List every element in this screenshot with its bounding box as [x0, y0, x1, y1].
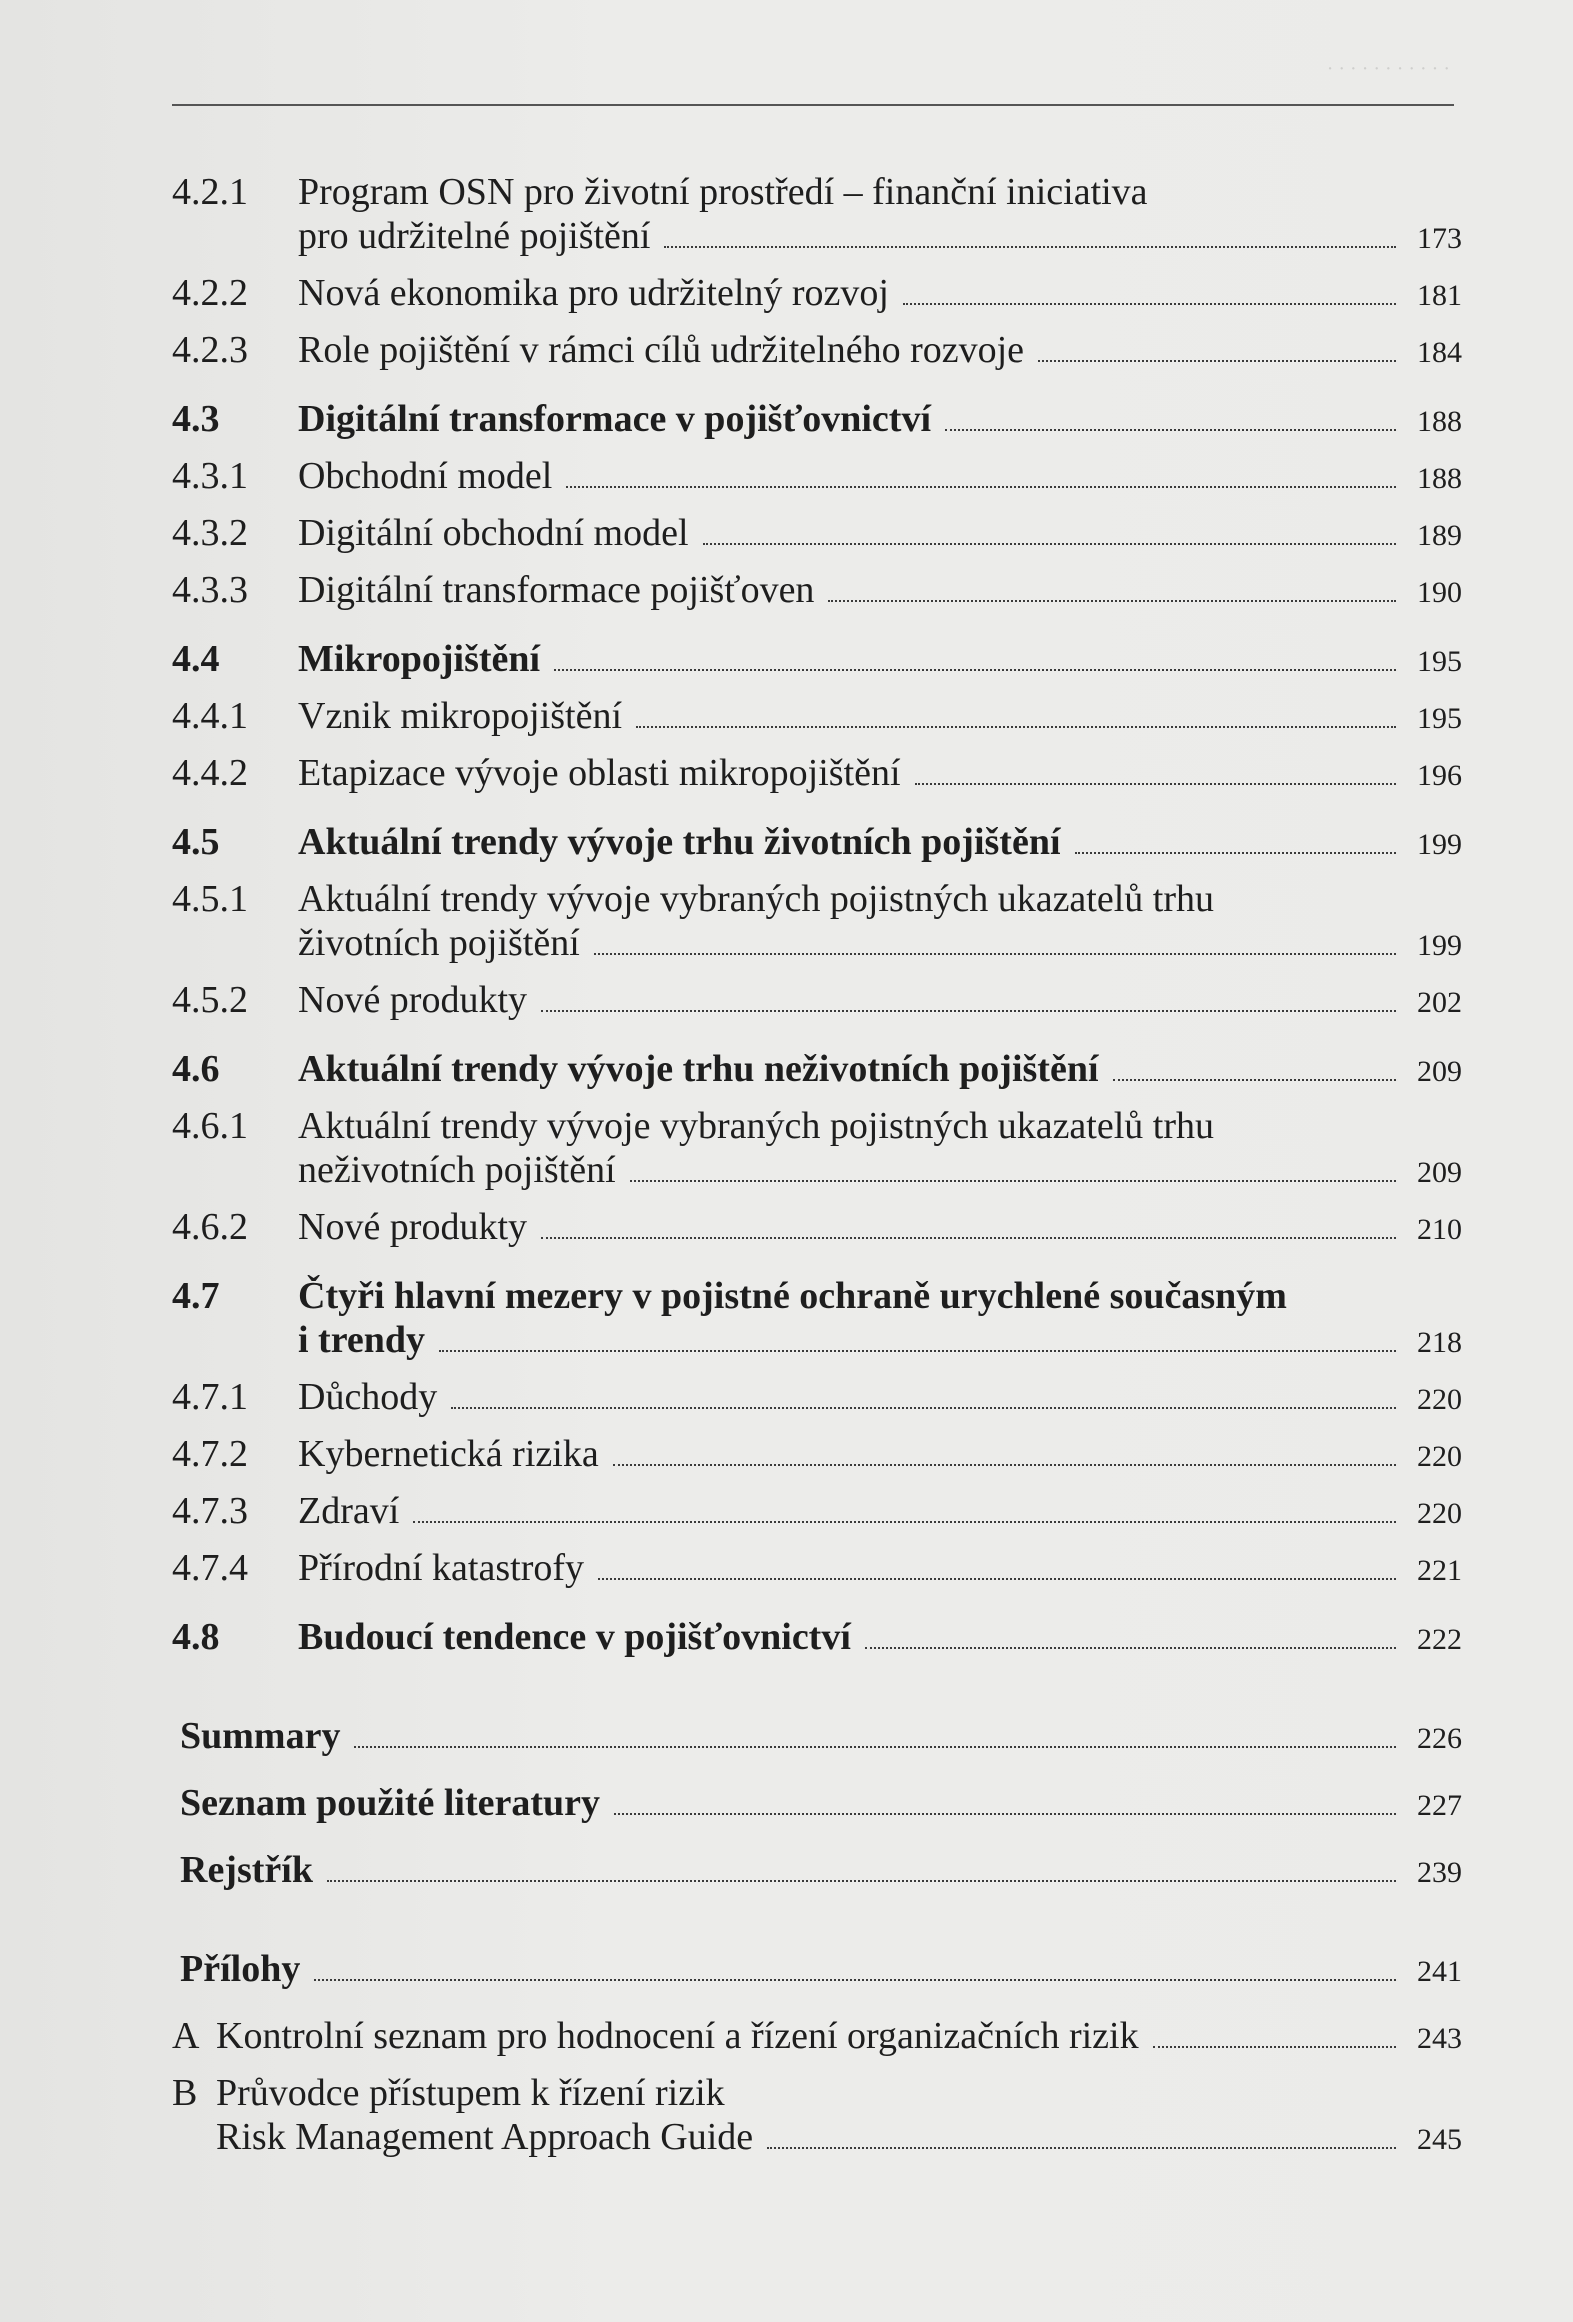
toc-entry-body	[180, 1947, 1462, 1994]
toc-entry-title-row	[298, 637, 1462, 684]
toc-entry[interactable]	[172, 454, 1462, 501]
toc-entry-number: 4.3.2	[172, 512, 248, 554]
toc-entry[interactable]	[172, 2014, 1462, 2061]
toc-entry-body	[298, 820, 1462, 867]
toc-entry-body	[298, 1047, 1462, 1094]
toc-entry-title-line: Aktuální trendy vývoje vybraných pojistných ukazatelů trhu	[298, 1105, 1214, 1147]
toc-entry-title-row	[298, 1375, 1462, 1422]
toc-entry[interactable]	[172, 1104, 1462, 1195]
toc-entry[interactable]	[172, 568, 1462, 615]
toc-entry-body	[298, 271, 1462, 318]
toc-page-number: 210	[1417, 1213, 1462, 1246]
toc-entry-title-row	[298, 1205, 1462, 1252]
dot-leader	[903, 302, 1396, 305]
toc-entry-title: Aktuální trendy vývoje trhu neživotních pojištění	[298, 1048, 1099, 1090]
toc-entry[interactable]	[172, 271, 1462, 318]
toc-page-number: 184	[1417, 336, 1462, 369]
dot-leader	[554, 668, 1396, 671]
toc-entry-number: 4.8	[172, 1616, 220, 1658]
toc-entry-title: Kontrolní seznam pro hodnocení a řízení organizačních rizik	[216, 2015, 1139, 2057]
toc-entry-title: Nové produkty	[298, 1206, 528, 1248]
toc-entry-title: Digitální transformace pojišťoven	[298, 569, 815, 611]
dot-leader	[614, 1812, 1396, 1815]
toc-page-number: 209	[1417, 1156, 1462, 1189]
toc-entry[interactable]	[172, 328, 1462, 375]
toc-page-number: 195	[1417, 702, 1462, 735]
toc-entry-number: 4.7	[172, 1275, 220, 1317]
toc-entry-number: 4.7.3	[172, 1490, 248, 1532]
running-header: · · · · · · · · · · ·	[1326, 58, 1450, 80]
toc-page-number: 220	[1417, 1440, 1462, 1473]
dot-leader	[451, 1406, 1396, 1409]
toc-entry-title: Zdraví	[298, 1490, 400, 1532]
toc-page-number: 220	[1417, 1383, 1462, 1416]
toc-entry[interactable]	[172, 694, 1462, 741]
toc-page-number: 188	[1417, 462, 1462, 495]
toc-entry[interactable]	[172, 1274, 1462, 1365]
toc-entry-title-row	[298, 568, 1462, 615]
toc-page-number: 239	[1417, 1856, 1462, 1889]
toc-entry-title-row	[298, 1489, 1462, 1536]
toc-entry-title-row	[180, 1714, 1462, 1761]
toc-entry-title: Obchodní model	[298, 455, 553, 497]
toc-entry-title-row	[298, 694, 1462, 741]
toc-entry-number: 4.5	[172, 821, 220, 863]
toc-page-number: 195	[1417, 645, 1462, 678]
toc-entry-title-row	[298, 1148, 1462, 1195]
toc-entry-body	[216, 2014, 1462, 2061]
toc-entry[interactable]	[172, 1205, 1462, 1252]
toc-entry-title: Rejstřík	[180, 1849, 313, 1891]
toc-entry-title: i trendy	[298, 1319, 426, 1361]
dot-leader	[413, 1520, 1396, 1523]
toc-entry-title-row	[180, 1781, 1462, 1828]
dot-leader	[354, 1745, 1396, 1748]
dot-leader	[566, 485, 1396, 488]
toc-entry-number: 4.2.2	[172, 272, 248, 314]
toc-entry-title: Summary	[180, 1715, 341, 1757]
toc-entry-number: 4.2.3	[172, 329, 248, 371]
toc-page-number: 173	[1417, 222, 1462, 255]
toc-entry-title-row	[180, 1947, 1462, 1994]
toc-entry-body	[298, 1205, 1462, 1252]
toc-entry-body	[180, 1781, 1462, 1828]
toc-entry-title: Risk Management Approach Guide	[216, 2116, 754, 2158]
dot-leader	[1153, 2045, 1396, 2048]
toc-entry-title: Nové produkty	[298, 979, 528, 1021]
toc-entry[interactable]	[172, 1714, 1462, 1761]
dot-leader	[541, 1236, 1396, 1239]
table-of-contents	[172, 170, 1462, 2172]
dot-leader	[1113, 1078, 1396, 1081]
toc-entry-title: neživotních pojištění	[298, 1149, 616, 1191]
toc-entry-title-row	[298, 978, 1462, 1025]
toc-entry[interactable]	[172, 1432, 1462, 1479]
toc-entry[interactable]	[172, 637, 1462, 684]
toc-entry-title: Etapizace vývoje oblasti mikropojištění	[298, 752, 901, 794]
dot-leader	[541, 1009, 1396, 1012]
dot-leader	[703, 542, 1396, 545]
toc-entry-body	[298, 1546, 1462, 1593]
toc-entry-title-row	[298, 1047, 1462, 1094]
toc-entry-title: Přírodní katastrofy	[298, 1547, 585, 1589]
toc-page-number: 209	[1417, 1055, 1462, 1088]
toc-entry-title-line: Čtyři hlavní mezery v pojistné ochraně urychlené současným	[298, 1275, 1287, 1317]
toc-entry[interactable]	[172, 1848, 1462, 1895]
toc-entry-title-row	[298, 1432, 1462, 1479]
toc-entry[interactable]	[172, 2071, 1462, 2162]
dot-leader	[1075, 851, 1396, 854]
toc-entry-body	[298, 1615, 1462, 1662]
dot-leader	[439, 1349, 1396, 1352]
dot-leader	[314, 1978, 1396, 1981]
toc-entry-body	[216, 2071, 1462, 2162]
toc-entry-body	[298, 978, 1462, 1025]
toc-entry-body	[298, 1489, 1462, 1536]
toc-entry-title-row	[298, 271, 1462, 318]
toc-entry-title: Důchody	[298, 1376, 438, 1418]
toc-entry-number: 4.3.3	[172, 569, 248, 611]
toc-entry-title-row	[298, 1546, 1462, 1593]
toc-entry-title-line: Aktuální trendy vývoje vybraných pojistných ukazatelů trhu	[298, 878, 1214, 920]
toc-page-number: 196	[1417, 759, 1462, 792]
dot-leader	[1038, 359, 1396, 362]
toc-page-number: 199	[1417, 929, 1462, 962]
toc-page-number: 241	[1417, 1955, 1462, 1988]
toc-entry-title-row	[298, 397, 1462, 444]
toc-entry-number: B	[172, 2072, 198, 2114]
toc-entry-title-row	[216, 2014, 1462, 2061]
dot-leader	[594, 952, 1396, 955]
toc-entry-number: 4.7.2	[172, 1433, 248, 1475]
toc-page-number: 245	[1417, 2123, 1462, 2156]
toc-page-number: 218	[1417, 1326, 1462, 1359]
toc-entry-title: Kybernetická rizika	[298, 1433, 599, 1475]
dot-leader	[327, 1879, 1396, 1882]
dot-leader	[828, 599, 1396, 602]
toc-entry-title-row	[180, 1848, 1462, 1895]
toc-page-number: 227	[1417, 1789, 1462, 1822]
toc-entry[interactable]	[172, 751, 1462, 798]
toc-entry-title-line: Program OSN pro životní prostředí – finanční iniciativa	[298, 171, 1148, 213]
toc-entry-title: Nová ekonomika pro udržitelný rozvoj	[298, 272, 889, 314]
toc-entry-number: 4.7.4	[172, 1547, 248, 1589]
toc-entry[interactable]	[172, 1375, 1462, 1422]
toc-entry-number: 4.6.1	[172, 1105, 248, 1147]
dot-leader	[664, 245, 1396, 248]
toc-entry-body	[298, 170, 1462, 261]
toc-entry-body	[298, 454, 1462, 501]
toc-entry-body	[298, 1375, 1462, 1422]
header-rule	[172, 104, 1454, 106]
dot-leader	[945, 428, 1396, 431]
toc-entry[interactable]	[172, 1781, 1462, 1828]
toc-entry-body	[180, 1848, 1462, 1895]
toc-entry-number: 4.4.1	[172, 695, 248, 737]
toc-page-number: 190	[1417, 576, 1462, 609]
toc-page-number: 199	[1417, 828, 1462, 861]
toc-entry-body	[298, 511, 1462, 558]
toc-entry-title: Role pojištění v rámci cílů udržitelného rozvoje	[298, 329, 1025, 371]
toc-entry-title: Aktuální trendy vývoje trhu životních pojištění	[298, 821, 1061, 863]
toc-entry-title-row	[298, 1615, 1462, 1662]
toc-entry[interactable]	[172, 397, 1462, 444]
toc-page-number: 181	[1417, 279, 1462, 312]
toc-page-number: 243	[1417, 2022, 1462, 2055]
toc-entry-number: 4.4	[172, 638, 220, 680]
toc-page-number: 226	[1417, 1722, 1462, 1755]
toc-entry-title: Digitální transformace v pojišťovnictví	[298, 398, 932, 440]
toc-entry-title: Mikropojištění	[298, 638, 541, 680]
toc-page-number: 188	[1417, 405, 1462, 438]
toc-entry-number: 4.6.2	[172, 1206, 248, 1248]
toc-entry-number: A	[172, 2015, 200, 2057]
toc-entry-number: 4.2.1	[172, 171, 248, 213]
toc-entry[interactable]	[172, 1546, 1462, 1593]
toc-entry-number: 4.7.1	[172, 1376, 248, 1418]
toc-entry-body	[298, 1274, 1462, 1365]
toc-entry-title: Přílohy	[180, 1948, 301, 1990]
toc-entry-number: 4.4.2	[172, 752, 248, 794]
toc-entry-title-row	[298, 1318, 1462, 1365]
toc-entry-number: 4.5.1	[172, 878, 248, 920]
toc-entry-number: 4.6	[172, 1048, 220, 1090]
toc-entry[interactable]	[172, 1489, 1462, 1536]
toc-entry-title-row	[216, 2115, 1462, 2162]
dot-leader	[630, 1179, 1396, 1182]
toc-entry[interactable]	[172, 1615, 1462, 1662]
toc-entry-number: 4.5.2	[172, 979, 248, 1021]
toc-page-number: 202	[1417, 986, 1462, 1019]
dot-leader	[613, 1463, 1396, 1466]
toc-entry-body	[298, 397, 1462, 444]
toc-entry-title-row	[298, 511, 1462, 558]
toc-entry-number: 4.3	[172, 398, 220, 440]
toc-entry-title: Budoucí tendence v pojišťovnictví	[298, 1616, 851, 1658]
toc-entry-title: Vznik mikropojištění	[298, 695, 623, 737]
toc-entry-number: 4.3.1	[172, 455, 248, 497]
dot-leader	[636, 725, 1396, 728]
toc-entry[interactable]	[172, 1947, 1462, 1994]
toc-entry[interactable]	[172, 170, 1462, 261]
toc-entry-body	[298, 328, 1462, 375]
toc-entry-body	[298, 1104, 1462, 1195]
toc-entry[interactable]	[172, 877, 1462, 968]
toc-page-number: 222	[1417, 1623, 1462, 1656]
toc-entry-title-row	[298, 820, 1462, 867]
toc-entry-title: Digitální obchodní model	[298, 512, 689, 554]
dot-leader	[598, 1577, 1396, 1580]
toc-page-number: 220	[1417, 1497, 1462, 1530]
toc-entry-body	[298, 877, 1462, 968]
toc-entry-title-row	[298, 751, 1462, 798]
dot-leader	[915, 782, 1396, 785]
toc-entry-body	[298, 568, 1462, 615]
toc-entry-body	[298, 1432, 1462, 1479]
toc-entry-body	[298, 694, 1462, 741]
toc-page-number: 221	[1417, 1554, 1462, 1587]
toc-entry-body	[180, 1714, 1462, 1761]
toc-entry-title-row	[298, 921, 1462, 968]
toc-entry-title: životních pojištění	[298, 922, 580, 964]
toc-entry-title-row	[298, 214, 1462, 261]
toc-entry-title: pro udržitelné pojištění	[298, 215, 651, 257]
toc-entry[interactable]	[172, 1047, 1462, 1094]
toc-entry-title-line: Průvodce přístupem k řízení rizik	[216, 2072, 725, 2114]
toc-entry-body	[298, 637, 1462, 684]
toc-entry[interactable]	[172, 978, 1462, 1025]
toc-entry-body	[298, 751, 1462, 798]
toc-page-number: 189	[1417, 519, 1462, 552]
toc-entry[interactable]	[172, 511, 1462, 558]
toc-entry-title-row	[298, 454, 1462, 501]
toc-entry-title: Seznam použité literatury	[180, 1782, 601, 1824]
toc-entry-title-row	[298, 328, 1462, 375]
toc-entry[interactable]	[172, 820, 1462, 867]
dot-leader	[767, 2146, 1396, 2149]
dot-leader	[865, 1646, 1396, 1649]
